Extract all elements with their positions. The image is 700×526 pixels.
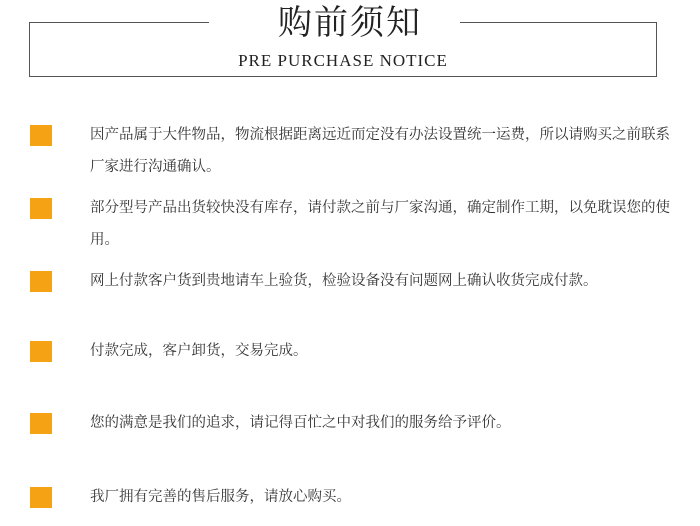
notice-text: 您的满意是我们的追求，请记得百忙之中对我们的服务给予评价。 bbox=[90, 415, 511, 431]
notice-text: 网上付款客户货到贵地请车上验货，检验设备没有问题网上确认收货完成付款。 bbox=[90, 273, 598, 289]
square-bullet-icon bbox=[30, 487, 52, 508]
notice-text: 部分型号产品出货较快没有库存，请付款之前与厂家沟通，确定制作工期，以免耽误您的使用。 bbox=[90, 200, 670, 248]
square-bullet-icon bbox=[30, 125, 52, 146]
notice-text: 我厂拥有完善的售后服务，请放心购买。 bbox=[90, 489, 351, 505]
square-bullet-icon bbox=[30, 341, 52, 362]
square-bullet-icon bbox=[30, 413, 52, 434]
page-title: 购前须知 bbox=[278, 3, 422, 43]
page-subtitle: PRE PURCHASE NOTICE bbox=[238, 51, 448, 70]
square-bullet-icon bbox=[30, 198, 52, 219]
notice-text: 因产品属于大件物品，物流根据距离远近而定没有办法设置统一运费，所以请购买之前联系厂家进行沟通确认。 bbox=[90, 127, 670, 175]
square-bullet-icon bbox=[30, 271, 52, 292]
notice-text: 付款完成，客户卸货，交易完成。 bbox=[90, 343, 308, 359]
